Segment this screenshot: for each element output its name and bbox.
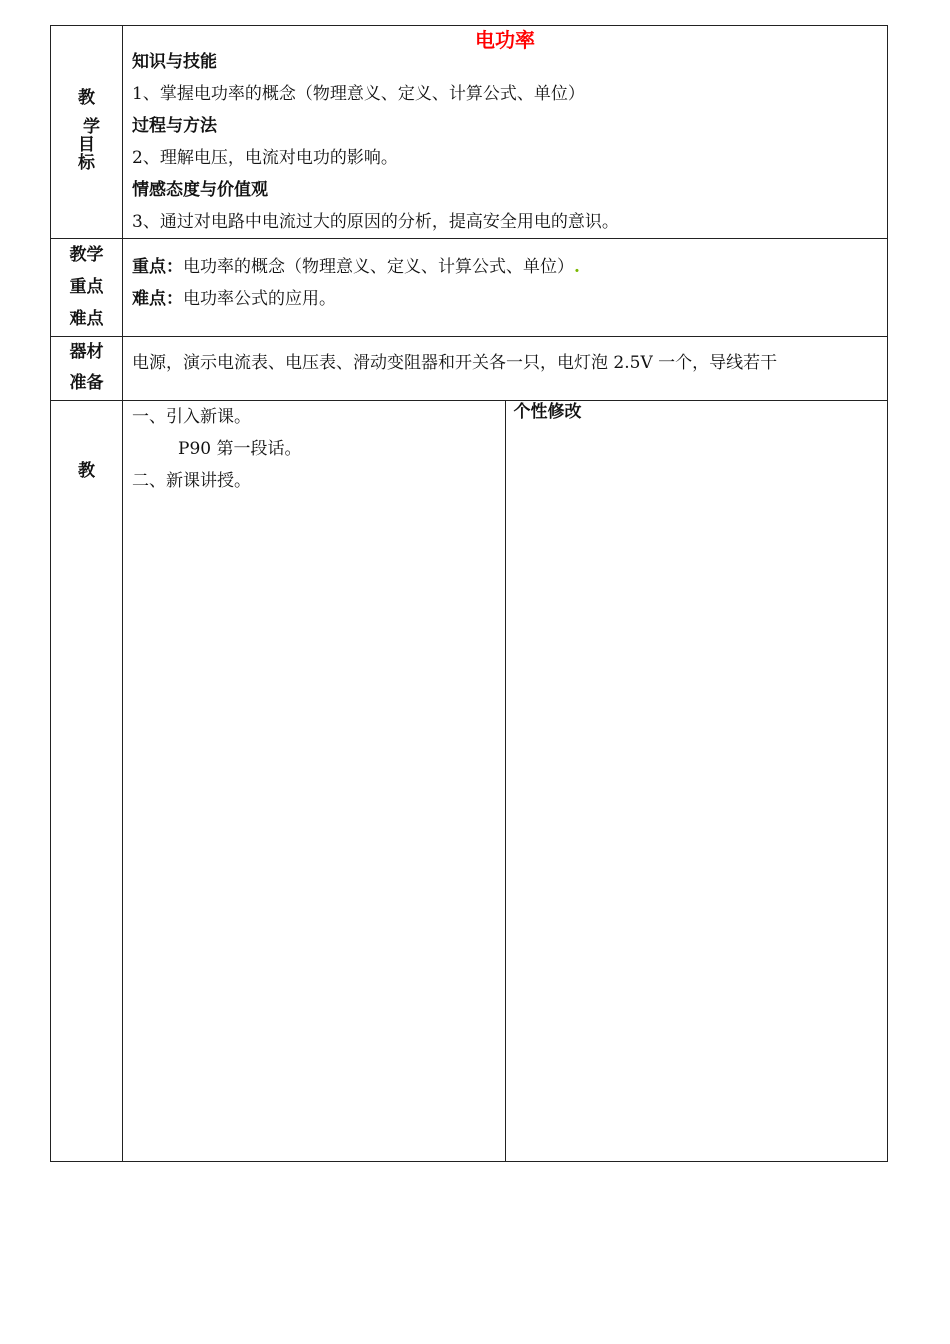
page-title: 电功率 [475,28,535,52]
objectives-content-cell [123,26,888,239]
materials-row [51,337,888,401]
notes-cell [505,401,888,1162]
materials-text: 电源，演示电流表、电压表、滑动变阻器和开关各一只，电灯泡 2.5V 一个，导线若干 [132,353,778,373]
difficult-point [132,283,887,315]
teaching-content-cell [123,401,506,1162]
notes-header: 个性修改 [513,402,582,422]
key-points-label-2: 重点 [69,277,104,297]
emotion-values-heading: 情感态度与价值观 [132,180,268,200]
materials-label-cell [51,337,123,401]
teaching-line-intro: 一、引入新课。 [132,407,251,427]
objectives-label-1: 教 [78,88,95,108]
key-points-label-cell [51,239,123,337]
objectives-label-cell [51,26,123,239]
lesson-plan-table [50,25,888,1162]
important-tag: 重点： [132,257,183,277]
teaching-line-reference: P90 第一段话。 [178,439,302,459]
teaching-line-new-lesson: 二、新课讲授。 [132,471,251,491]
process-methods-text: 2、理解电压，电流对电功的影响。 [132,148,398,168]
teaching-label-cell [51,401,123,1162]
key-points-content-cell [123,239,888,337]
materials-label-2: 准备 [69,373,104,393]
process-methods-heading: 过程与方法 [132,116,217,136]
knowledge-skills-heading: 知识与技能 [132,52,217,72]
objectives-row [51,26,888,239]
key-points-row [51,239,888,337]
important-point [132,251,887,283]
knowledge-skills-text: 1、掌握电功率的概念（物理意义、定义、计算公式、单位） [132,84,585,104]
teaching-label: 教 [78,461,95,481]
materials-content-cell [123,337,888,401]
difficult-text: 电功率公式的应用。 [183,289,336,309]
objectives-label-3: 目 [78,135,95,155]
emotion-values-text: 3、通过对电路中电流过大的原因的分析，提高安全用电的意识。 [132,212,619,232]
difficult-tag: 难点： [132,289,183,309]
important-mark: . [574,257,580,277]
objectives-label-4: 标 [78,153,95,173]
teaching-row [51,401,888,1162]
key-points-label-3: 难点 [69,309,104,329]
materials-label-1: 器材 [69,342,104,362]
important-text: 电功率的概念（物理意义、定义、计算公式、单位） [183,257,574,277]
key-points-label-1: 教学 [69,245,104,265]
objectives-label-2: 学 [83,117,100,137]
